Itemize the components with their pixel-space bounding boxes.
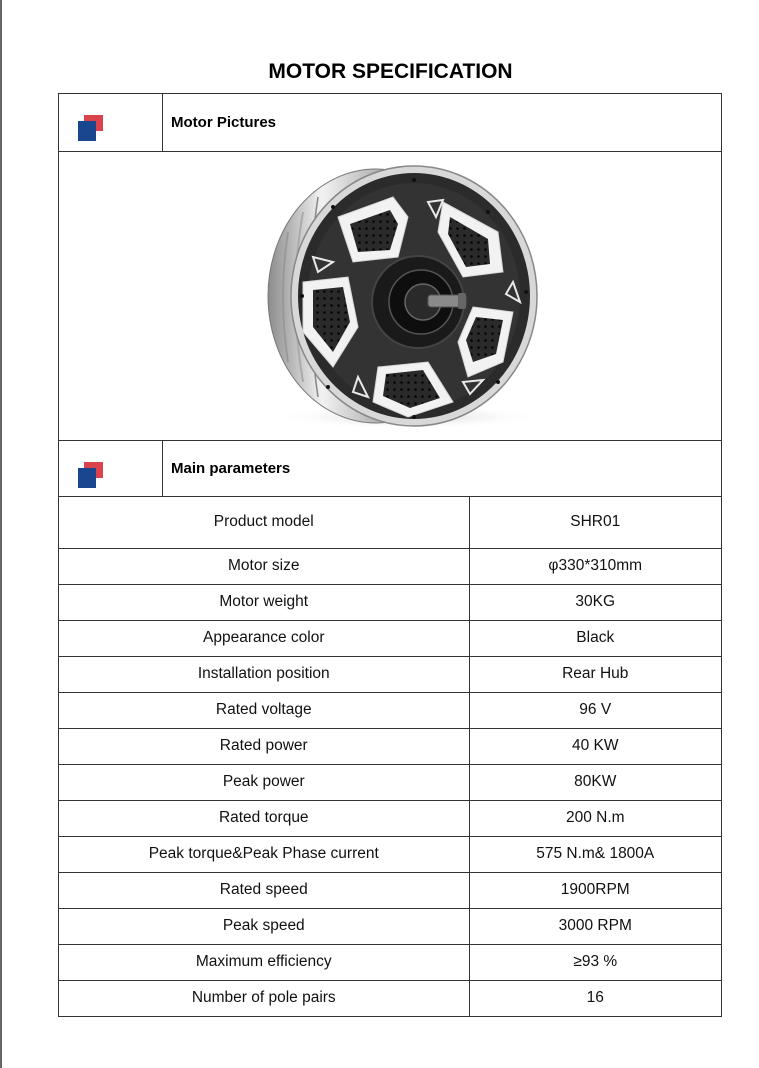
param-name: Rated speed [59,872,469,908]
section-header-motor-pictures [59,94,721,152]
table-row [59,872,721,908]
param-value: SHR01 [570,513,621,531]
table-row [59,800,721,836]
icon-cell [59,441,163,496]
param-value: Black [469,620,721,656]
param-value: 1900RPM [469,872,721,908]
icon-cell [59,94,163,151]
table-row [59,728,721,764]
param-name: Motor size [59,548,469,584]
param-name: Rated torque [59,800,469,836]
param-name: Number of pole pairs [59,980,469,1016]
param-value: 40 KW [469,728,721,764]
table-row [59,692,721,728]
spec-sheet [58,93,722,1017]
param-name: Peak torque&Peak Phase current [59,836,469,872]
param-value: Rear Hub [469,656,721,692]
param-name: Peak speed [59,908,469,944]
param-value: 30KG [469,584,721,620]
param-value: 16 [469,980,721,1016]
param-name: Rated voltage [59,692,469,728]
motor-image [258,162,540,432]
table-row [59,908,721,944]
param-value: 575 N.m& 1800A [469,836,721,872]
table-row [59,497,721,548]
param-value: 3000 RPM [469,908,721,944]
param-name: Rated power [59,728,469,764]
section-label-main-parameters: Main parameters [171,460,291,477]
section-label-motor-pictures: Motor Pictures [171,114,277,131]
param-value: 80KW [469,764,721,800]
table-row [59,548,721,584]
param-value: φ330*310mm [469,548,721,584]
param-name: Motor weight [59,584,469,620]
param-name: Product model [59,497,469,548]
red-blue-squares-logo-icon [78,462,104,488]
page-edge [0,0,2,1068]
param-value: ≥93 % [469,944,721,980]
table-row [59,980,721,1016]
param-name: Peak power [59,764,469,800]
table-row [59,944,721,980]
table-row [59,836,721,872]
page-title: MOTOR SPECIFICATION [268,60,513,83]
red-blue-squares-logo-icon [78,115,104,141]
param-name: Maximum efficiency [59,944,469,980]
param-name: Installation position [59,656,469,692]
table-row [59,584,721,620]
parameters-table [59,497,721,1016]
motor-picture-cell [59,152,721,441]
param-name: Appearance color [59,620,469,656]
table-row [59,620,721,656]
table-row [59,764,721,800]
param-value: 200 N.m [469,800,721,836]
section-header-main-parameters [59,441,721,497]
param-value: 96 V [469,692,721,728]
table-row [59,656,721,692]
